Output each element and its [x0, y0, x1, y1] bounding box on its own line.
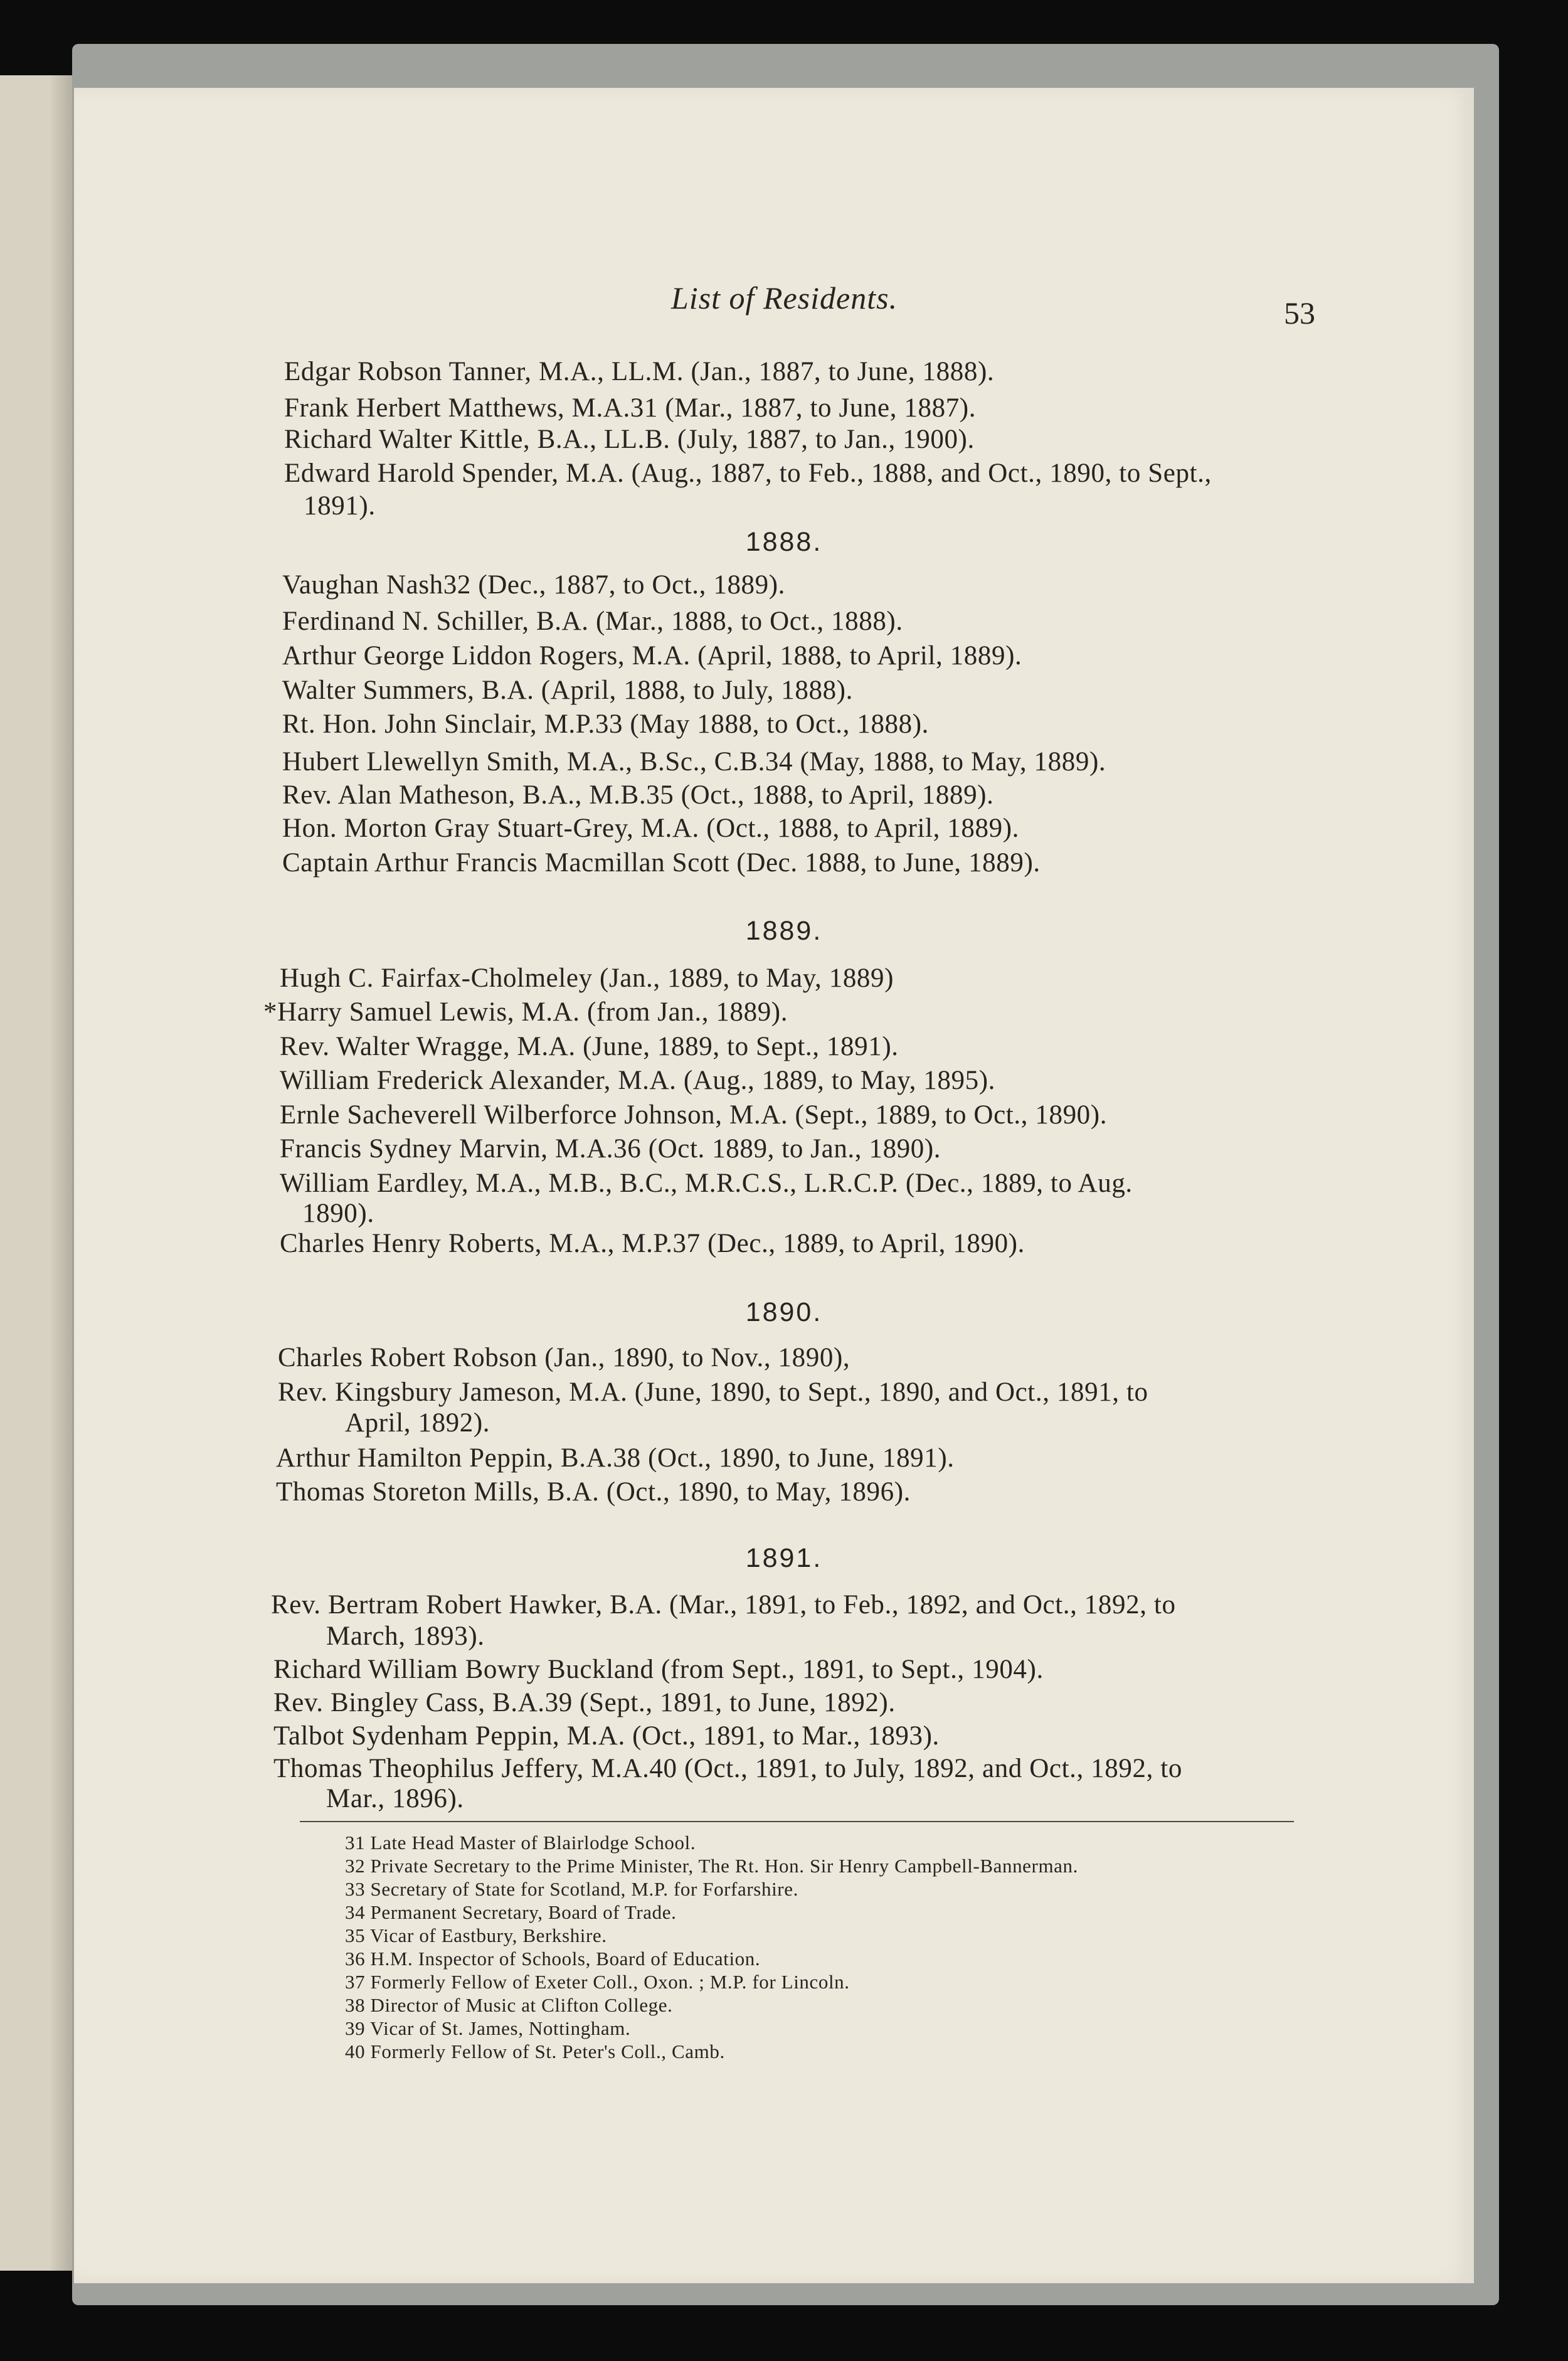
footnote: 32 Private Secretary to the Prime Minister, The Rt. Hon. Sir Henry Campbell-Bannerman. — [345, 1855, 1078, 1877]
resident-entry: Captain Arthur Francis Macmillan Scott (Dec. 1888, to June, 1889). — [282, 848, 1041, 878]
resident-entry: Talbot Sydenham Peppin, M.A. (Oct., 1891, to Mar., 1893). — [273, 1721, 940, 1751]
resident-entry: Francis Sydney Marvin, M.A.36 (Oct. 1889, to Jan., 1890). — [280, 1134, 941, 1164]
footnote: 31 Late Head Master of Blairlodge School. — [345, 1832, 696, 1854]
footnote: 36 H.M. Inspector of Schools, Board of Education. — [345, 1948, 761, 1970]
footnote: 34 Permanent Secretary, Board of Trade. — [345, 1901, 677, 1923]
resident-entry: Arthur George Liddon Rogers, M.A. (April, 1888, to April, 1889). — [282, 641, 1022, 671]
gutter-shadow — [49, 75, 74, 2271]
resident-entry: Edward Harold Spender, M.A. (Aug., 1887, to Feb., 1888, and Oct., 1890, to Sept., — [284, 459, 1212, 488]
resident-entry-continuation: Mar., 1896). — [326, 1784, 464, 1813]
resident-entry: Vaughan Nash32 (Dec., 1887, to Oct., 1889). — [282, 570, 786, 600]
resident-entry: William Frederick Alexander, M.A. (Aug., 1889, to May, 1895). — [280, 1066, 995, 1095]
resident-entry: William Eardley, M.A., M.B., B.C., M.R.C.S., L.R.C.P. (Dec., 1889, to Aug. — [280, 1169, 1133, 1198]
resident-entry: Edgar Robson Tanner, M.A., LL.M. (Jan., 1887, to June, 1888). — [284, 357, 995, 386]
resident-entry-continuation: 1890). — [302, 1199, 374, 1228]
footnote: 38 Director of Music at Clifton College. — [345, 1994, 673, 2016]
resident-entry: Thomas Storeton Mills, B.A. (Oct., 1890, to May, 1896). — [276, 1477, 911, 1507]
resident-entry-continuation: March, 1893). — [326, 1621, 485, 1651]
year-heading-1891: 1891. — [745, 1543, 823, 1573]
resident-entry: Richard Walter Kittle, B.A., LL.B. (July, 1887, to Jan., 1900). — [284, 425, 975, 454]
resident-entry: Richard William Bowry Buckland (from Sept., 1891, to Sept., 1904). — [273, 1655, 1044, 1684]
resident-entry: Hugh C. Fairfax-Cholmeley (Jan., 1889, to May, 1889) — [280, 963, 894, 993]
resident-entry: Frank Herbert Matthews, M.A.31 (Mar., 1887, to June, 1887). — [284, 393, 977, 423]
footnote-rule — [300, 1821, 1294, 1822]
footnote: 39 Vicar of St. James, Nottingham. — [345, 2017, 631, 2039]
year-heading-1889: 1889. — [745, 916, 823, 946]
resident-entry-continuation: 1891). — [304, 491, 376, 521]
resident-entry: Thomas Theophilus Jeffery, M.A.40 (Oct., 1891, to July, 1892, and Oct., 1892, to — [273, 1754, 1182, 1783]
page-number: 53 — [1284, 295, 1315, 331]
year-heading-1890: 1890. — [745, 1297, 823, 1327]
resident-entry-continuation: April, 1892). — [345, 1408, 490, 1438]
resident-entry: Walter Summers, B.A. (April, 1888, to July, 1888). — [282, 676, 853, 705]
resident-entry: Charles Robert Robson (Jan., 1890, to Nov., 1890), — [278, 1343, 850, 1372]
resident-entry: Rev. Bingley Cass, B.A.39 (Sept., 1891, to June, 1892). — [273, 1688, 896, 1717]
resident-entry: Hubert Llewellyn Smith, M.A., B.Sc., C.B.34 (May, 1888, to May, 1889). — [282, 747, 1106, 777]
resident-entry: Hon. Morton Gray Stuart-Grey, M.A. (Oct., 1888, to April, 1889). — [282, 814, 1019, 843]
resident-entry: Rt. Hon. John Sinclair, M.P.33 (May 1888, to Oct., 1888). — [282, 709, 930, 739]
resident-entry: Rev. Bertram Robert Hawker, B.A. (Mar., 1891, to Feb., 1892, and Oct., 1892, to — [271, 1590, 1176, 1620]
footnote: 40 Formerly Fellow of St. Peter's Coll., Camb. — [345, 2040, 725, 2062]
footnote: 33 Secretary of State for Scotland, M.P. for Forfarshire. — [345, 1878, 798, 1900]
resident-entry: Ernle Sacheverell Wilberforce Johnson, M.A. (Sept., 1889, to Oct., 1890). — [280, 1100, 1108, 1130]
footnote: 35 Vicar of Eastbury, Berkshire. — [345, 1924, 607, 1946]
resident-entry: Rev. Kingsbury Jameson, M.A. (June, 1890, to Sept., 1890, and Oct., 1891, to — [278, 1377, 1148, 1407]
running-header: List of Residents. — [671, 280, 898, 316]
footnote: 37 Formerly Fellow of Exeter Coll., Oxon. ; M.P. for Lincoln. — [345, 1971, 850, 1993]
resident-entry: Rev. Walter Wragge, M.A. (June, 1889, to Sept., 1891). — [280, 1032, 899, 1061]
year-heading-1888: 1888. — [745, 527, 823, 557]
resident-entry: Ferdinand N. Schiller, B.A. (Mar., 1888, to Oct., 1888). — [282, 607, 903, 636]
resident-entry: Charles Henry Roberts, M.A., M.P.37 (Dec., 1889, to April, 1890). — [280, 1229, 1025, 1258]
resident-entry: Rev. Alan Matheson, B.A., M.B.35 (Oct., 1888, to April, 1889). — [282, 780, 994, 810]
resident-entry: Arthur Hamilton Peppin, B.A.38 (Oct., 1890, to June, 1891). — [276, 1443, 955, 1473]
resident-entry: *Harry Samuel Lewis, M.A. (from Jan., 1889). — [263, 997, 788, 1027]
